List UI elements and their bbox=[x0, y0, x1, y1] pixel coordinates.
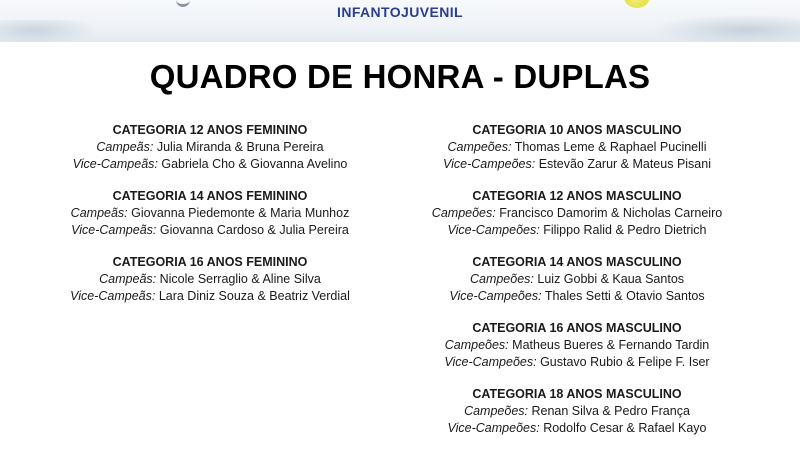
role-label: Campeões: bbox=[431, 206, 496, 220]
role-label: Campeões: bbox=[464, 404, 529, 418]
player-names: Thales Setti & Otavio Santos bbox=[544, 289, 705, 303]
runners-up-line bbox=[412, 420, 742, 437]
category-block bbox=[40, 188, 380, 239]
champions-line bbox=[40, 271, 380, 288]
player-names: Giovanna Piedemonte & Maria Munhoz bbox=[131, 206, 350, 220]
player-names: Luiz Gobbi & Kaua Santos bbox=[537, 272, 685, 286]
player-names: Thomas Leme & Raphael Pucinelli bbox=[514, 140, 707, 154]
runners-up-line bbox=[40, 288, 380, 305]
champions-line bbox=[40, 139, 380, 156]
player-names: Giovanna Cardoso & Julia Pereira bbox=[159, 223, 349, 237]
role-label: Vice-Campeões: bbox=[444, 355, 537, 369]
player-names: Gustavo Rubio & Felipe F. Iser bbox=[540, 355, 710, 369]
champions-line bbox=[412, 271, 742, 288]
role-label: Vice-Campeãs: bbox=[71, 223, 157, 237]
champions-line bbox=[412, 337, 742, 354]
category-heading: CATEGORIA 16 ANOS MASCULINO bbox=[472, 321, 682, 335]
player-names: Rodolfo Cesar & Rafael Kayo bbox=[543, 421, 707, 435]
runners-up-line bbox=[412, 288, 742, 305]
champions-line bbox=[412, 205, 742, 222]
runners-up-line bbox=[412, 354, 742, 371]
player-names: Francisco Damorim & Nicholas Carneiro bbox=[499, 206, 723, 220]
role-label: Campeões: bbox=[444, 338, 509, 352]
champions-line bbox=[40, 205, 380, 222]
category-block bbox=[412, 320, 742, 371]
player-names: Gabriela Cho & Giovanna Avelino bbox=[161, 157, 348, 171]
role-label: Vice-Campeões: bbox=[447, 421, 540, 435]
role-label: Campeões: bbox=[469, 272, 534, 286]
category-block bbox=[412, 254, 742, 305]
player-names: Julia Miranda & Bruna Pereira bbox=[156, 140, 324, 154]
category-block bbox=[40, 254, 380, 305]
runners-up-line bbox=[40, 156, 380, 173]
category-heading: CATEGORIA 12 ANOS MASCULINO bbox=[472, 189, 682, 203]
category-heading: CATEGORIA 14 ANOS FEMININO bbox=[112, 189, 308, 203]
header-banner bbox=[0, 0, 800, 42]
category-block bbox=[40, 122, 380, 173]
runners-up-line bbox=[40, 222, 380, 239]
category-block bbox=[412, 122, 742, 173]
category-heading: CATEGORIA 18 ANOS MASCULINO bbox=[472, 387, 682, 401]
category-block bbox=[412, 188, 742, 239]
player-names: Lara Diniz Souza & Beatriz Verdial bbox=[158, 289, 350, 303]
role-label: Vice-Campeões: bbox=[449, 289, 542, 303]
category-block bbox=[412, 386, 742, 437]
champions-line bbox=[412, 403, 742, 420]
player-names: Matheus Bueres & Fernando Tardin bbox=[512, 338, 710, 352]
role-label: Campeãs: bbox=[96, 140, 154, 154]
runners-up-line bbox=[412, 222, 742, 239]
champions-line bbox=[412, 139, 742, 156]
role-label: Vice-Campeões: bbox=[447, 223, 540, 237]
player-names: Nicole Serraglio & Aline Silva bbox=[159, 272, 321, 286]
brand-label: INFANTOJUVENIL bbox=[337, 4, 463, 20]
role-label: Vice-Campeões: bbox=[443, 157, 536, 171]
player-names: Renan Silva & Pedro França bbox=[531, 404, 690, 418]
paint-splash-left bbox=[0, 20, 100, 42]
category-heading: CATEGORIA 16 ANOS FEMININO bbox=[112, 255, 308, 269]
category-heading: CATEGORIA 14 ANOS MASCULINO bbox=[472, 255, 682, 269]
category-heading: CATEGORIA 10 ANOS MASCULINO bbox=[472, 123, 682, 137]
role-label: Campeãs: bbox=[99, 272, 157, 286]
male-categories-column bbox=[412, 122, 742, 452]
category-heading: CATEGORIA 12 ANOS FEMININO bbox=[112, 123, 308, 137]
female-categories-column bbox=[40, 122, 380, 320]
role-label: Vice-Campeãs: bbox=[70, 289, 156, 303]
runners-up-line bbox=[412, 156, 742, 173]
player-names: Filippo Ralid & Pedro Dietrich bbox=[543, 223, 707, 237]
role-label: Vice-Campeãs: bbox=[72, 157, 158, 171]
role-label: Campeãs: bbox=[70, 206, 128, 220]
role-label: Campeões: bbox=[447, 140, 512, 154]
player-names: Estevão Zarur & Mateus Pisani bbox=[538, 157, 711, 171]
page-title: QUADRO DE HONRA - DUPLAS bbox=[149, 58, 651, 95]
